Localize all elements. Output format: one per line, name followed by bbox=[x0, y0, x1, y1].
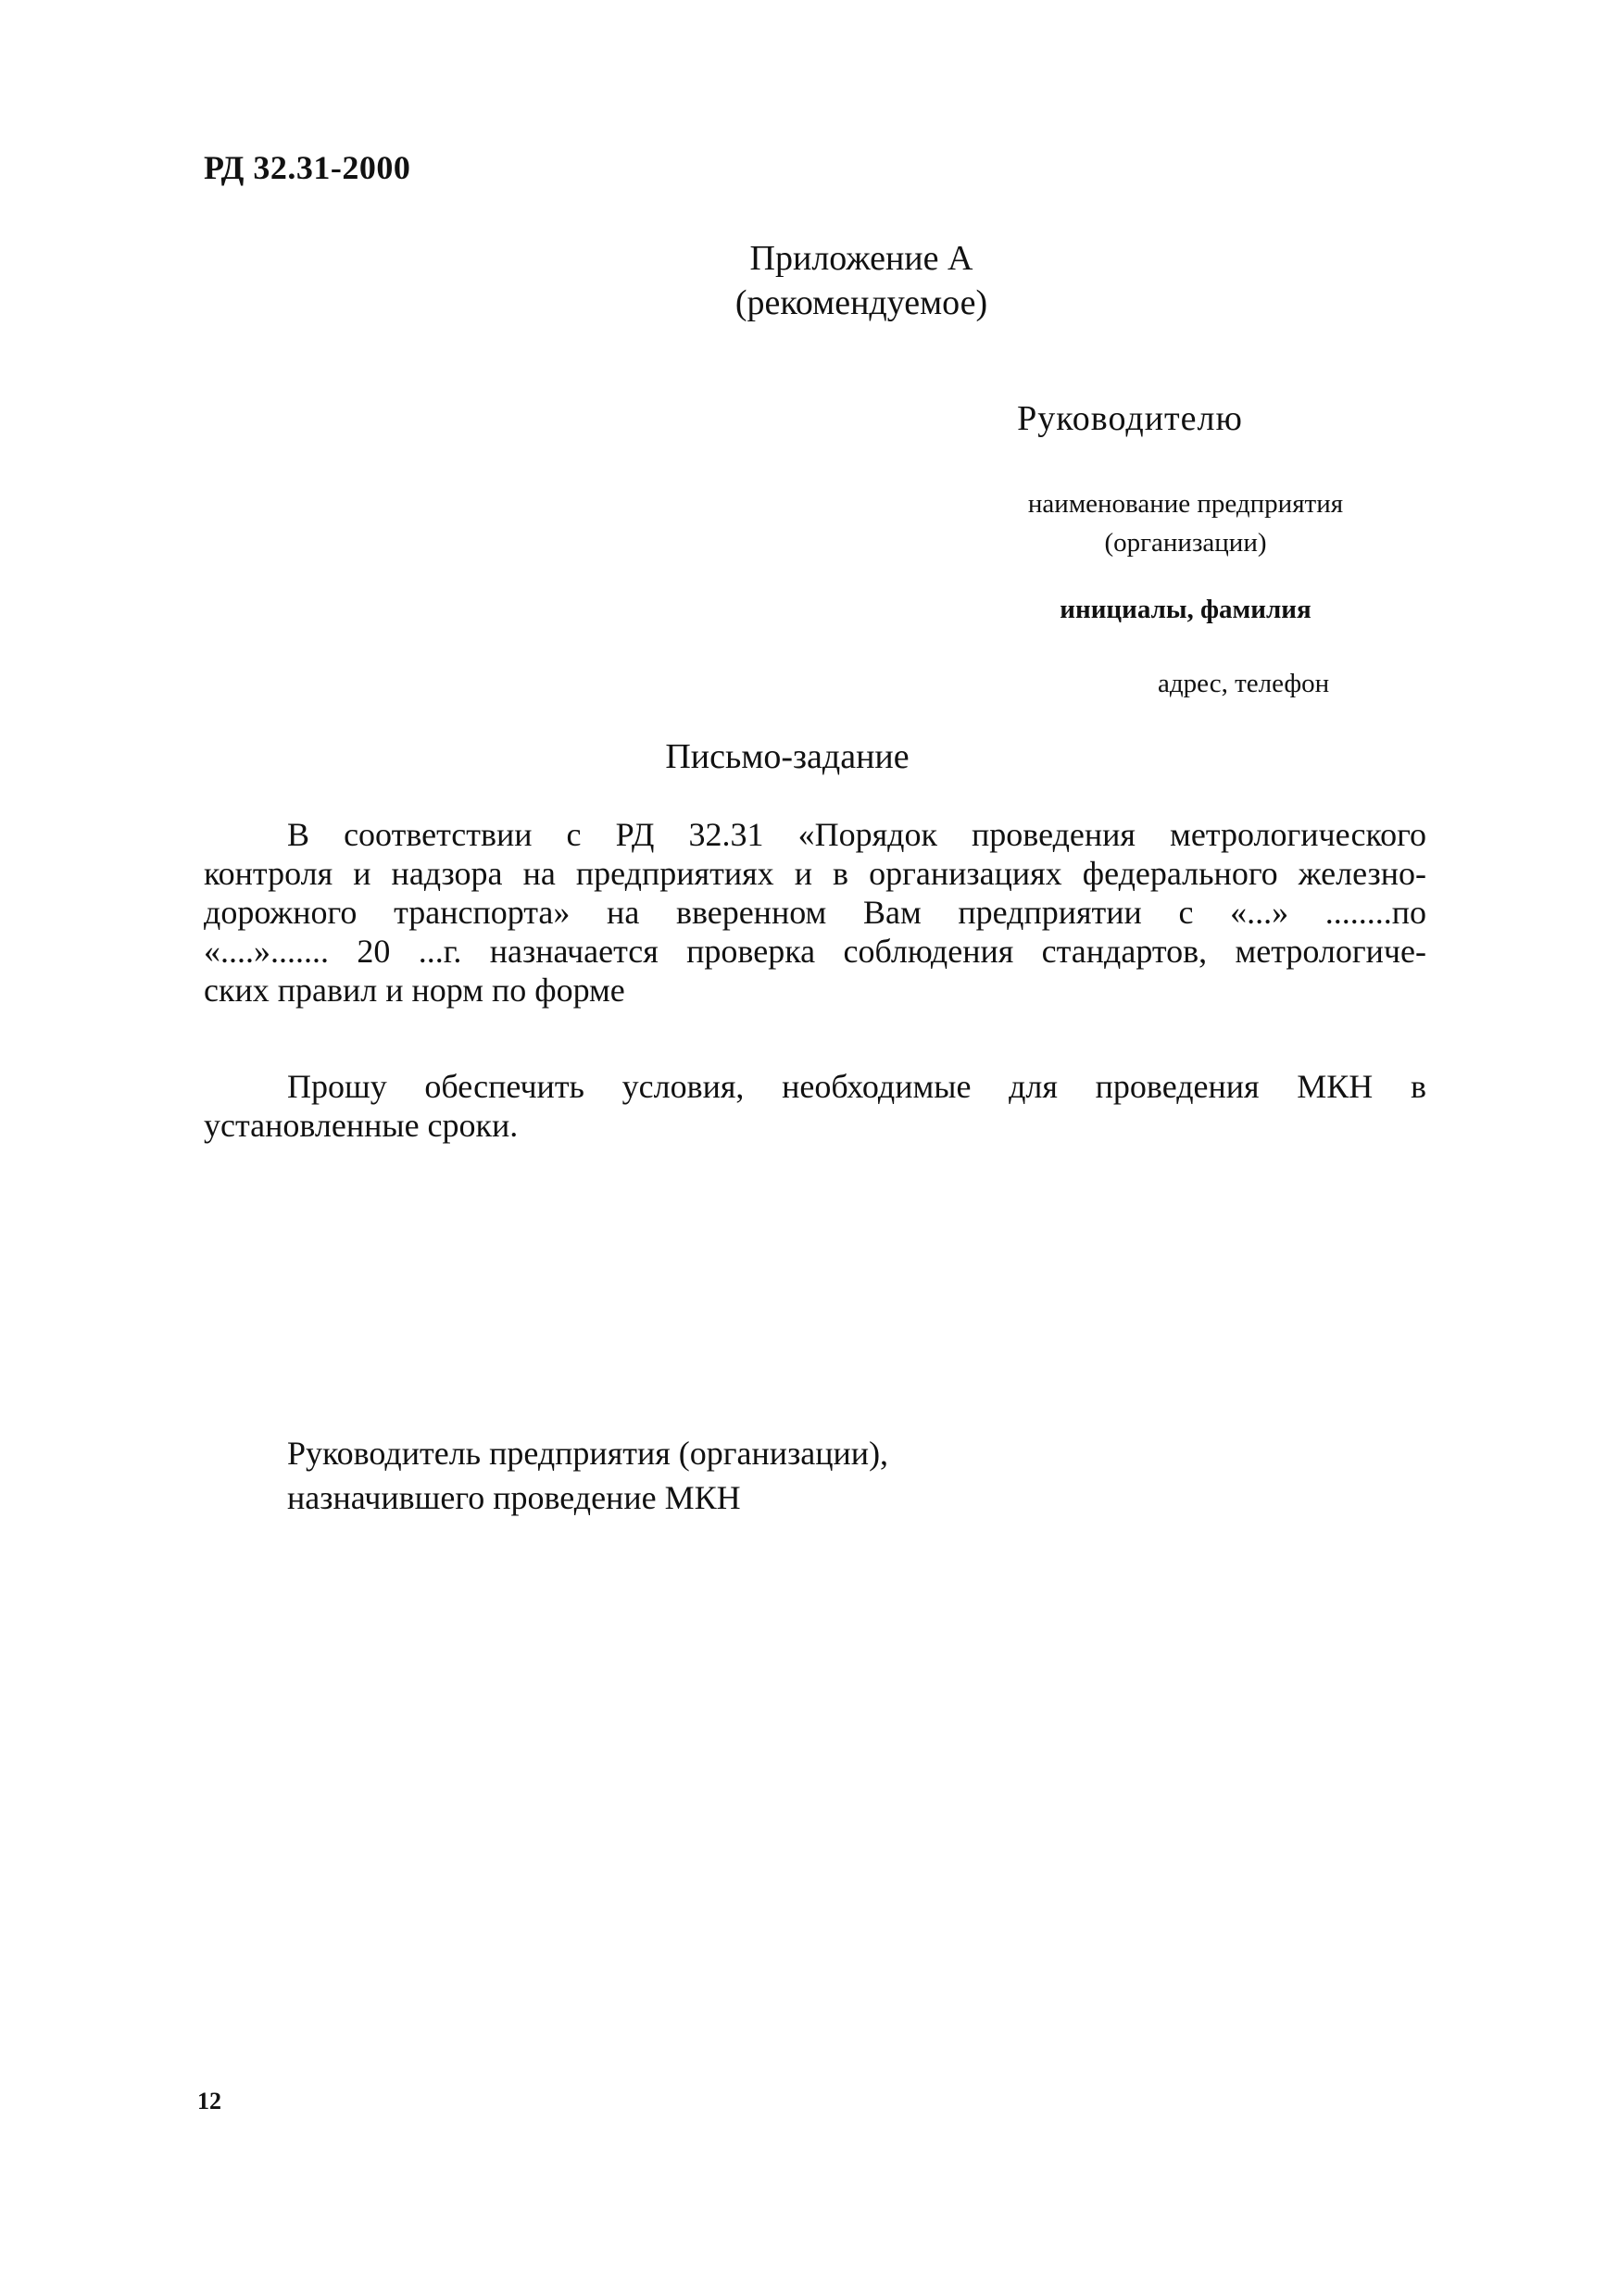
paragraph-line: контроля и надзора на предприятиях и в организациях федерального железно- bbox=[204, 855, 1426, 892]
signature-line-1: Руководитель предприятия (организации), bbox=[287, 1435, 889, 1472]
addressee-name-block bbox=[1000, 595, 1371, 625]
appendix-title: Приложение А bbox=[749, 239, 973, 278]
paragraph-line: дорожного транспорта» на вверенном Вам предприятии с «...» ........по bbox=[204, 894, 1426, 931]
document-code: РД 32.31-2000 bbox=[204, 149, 411, 186]
paragraph-line: В соответствии с РД 32.31 «Порядок проведения метрологического bbox=[287, 816, 1426, 853]
appendix-status: (рекомендуемое) bbox=[734, 283, 988, 322]
addressee-contact: адрес, телефон bbox=[1158, 669, 1330, 698]
addressee-org-line-2: (организации) bbox=[1104, 528, 1267, 558]
addressee-organization bbox=[1000, 484, 1371, 562]
signature-line-2: назначившего проведение МКН bbox=[287, 1479, 741, 1516]
paragraph-line: ских правил и норм по форме bbox=[204, 972, 625, 1009]
page-number: 12 bbox=[197, 2088, 221, 2114]
addressee-title: Руководителю bbox=[1017, 399, 1243, 438]
letter-paragraph-1 bbox=[204, 815, 1426, 1010]
letter-paragraph-2 bbox=[204, 1067, 1426, 1145]
addressee-org-line-1: наименование предприятия bbox=[1027, 489, 1344, 519]
paragraph-line: Прошу обеспечить условия, необходимые для проведения МКН в bbox=[287, 1068, 1426, 1105]
paragraph-line: «....»....... 20 ...г. назначается проверка соблюдения стандартов, метрологиче- bbox=[204, 933, 1426, 970]
letter-title: Письмо-задание bbox=[665, 737, 910, 776]
paragraph-line: установленные сроки. bbox=[204, 1107, 519, 1144]
signature-block bbox=[287, 1431, 888, 1520]
addressee-name: инициалы, фамилия bbox=[1060, 595, 1312, 624]
appendix-heading bbox=[648, 236, 1074, 325]
